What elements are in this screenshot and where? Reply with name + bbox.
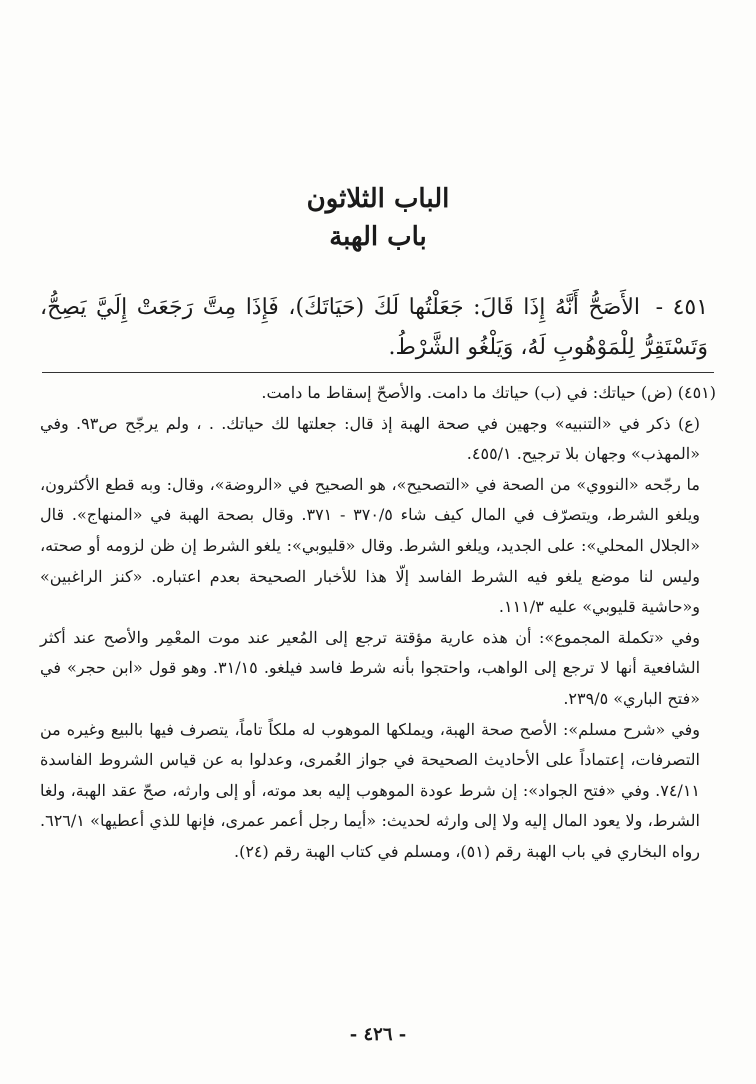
- footnote-paragraph: وفي «تكملة المجموع»: أن هذه عارية مؤقتة ترجع إلى المُعير عند موت المعْمِر والأصح عند أكثر الشافعية أنها لا ترجع إلى الواهب، واحتجوا بأنه شرط فاسد فيلغو. ٣١/١٥. وهو قول «ابن حجر» في «فتح الباري» ٢٣٩/٥.: [40, 627, 701, 708]
- footnote-paragraph: (٤٥١) (ض) حياتك: في (ب) حياتك ما دامت. والأصحّ إسقاط ما دامت.: [261, 383, 716, 402]
- page-number: - ٤٢٦ -: [349, 1024, 407, 1045]
- footnote-paragraph: (ع) ذكر في «التنبيه» وجهين في صحة الهبة إذ قال: جعلتها لك حياتك. . ، ولم يرجّح ص٩٣. وفي «المهذب» وجهان بلا ترجيح. ٤٥٥/١.: [40, 413, 701, 464]
- chapter-title: الباب الثلاثون: [306, 184, 450, 214]
- main-text-entry: [40, 288, 708, 368]
- entry-text: الأَصَحُّ أَنَّهُ إِذَا قَالَ: جَعَلْتُها لَكَ (حَيَاتَكَ)، فَإِذَا مِتَّ رَجَعَتْ إِلَيَّ يَصِحُّ، وَتَسْتَقِرُّ لِلْمَوْهُوبِ لَهُ، وَيَلْغُو الشَّرْطُ.: [40, 295, 708, 360]
- footnote-paragraph: ما رجّحه «النووي» من الصحة في «التصحيح»، هو الصحيح في «الروضة»، وقال: وبه قطع الأكثرون، ويلغو الشرط، ويتصرّف في المال كيف شاء ٣٧٠/٥ - ٣٧١. وقال بصحة الهبة في «المنهاج». قال «الجلال المحلي»: على الجديد، ويلغو الشرط. وقال «قليوبي»: يلغو الشرط إن ظن لزومه أو صحته، وليس لنا موضع يلغو فيه الشرط الفاسد إلّا هذا للأخبار الصحيحة بعدم اعتباره. «كنز الراغبين» و«حاشية قليوبي» عليه ١١١/٣.: [40, 474, 701, 617]
- footnote-paragraph: وفي «شرح مسلم»: الأصح صحة الهبة، ويملكها الموهوب له ملكاً تاماً، يتصرف فيها بالبيع وغيره من التصرفات، إعتماداً على الأحاديث الصحيحة في جواز العُمرى، وعدلوا به عن قياس الشروط الفاسدة ٧٤/١١. وفي «فتح الجواد»: إن شرط عودة الموهوب إليه بعد موته، أو إلى وارثه، صحّ عقد الهبة، ولغا الشرط، ولا يعود المال إليه ولا إلى وارثه لحديث: «أيما رجل أعمر عمرى، فإنها للذي أعطيها» ٦٢٦/١. رواه البخاري في باب الهبة رقم (٥١)، ومسلم في كتاب الهبة رقم (٢٤).: [40, 719, 701, 861]
- footnotes: [40, 378, 716, 868]
- entry-number: ٤٥١ -: [655, 295, 709, 320]
- section-title: باب الهبة: [329, 222, 427, 252]
- footnote-divider: [42, 372, 714, 373]
- headings: [0, 180, 756, 256]
